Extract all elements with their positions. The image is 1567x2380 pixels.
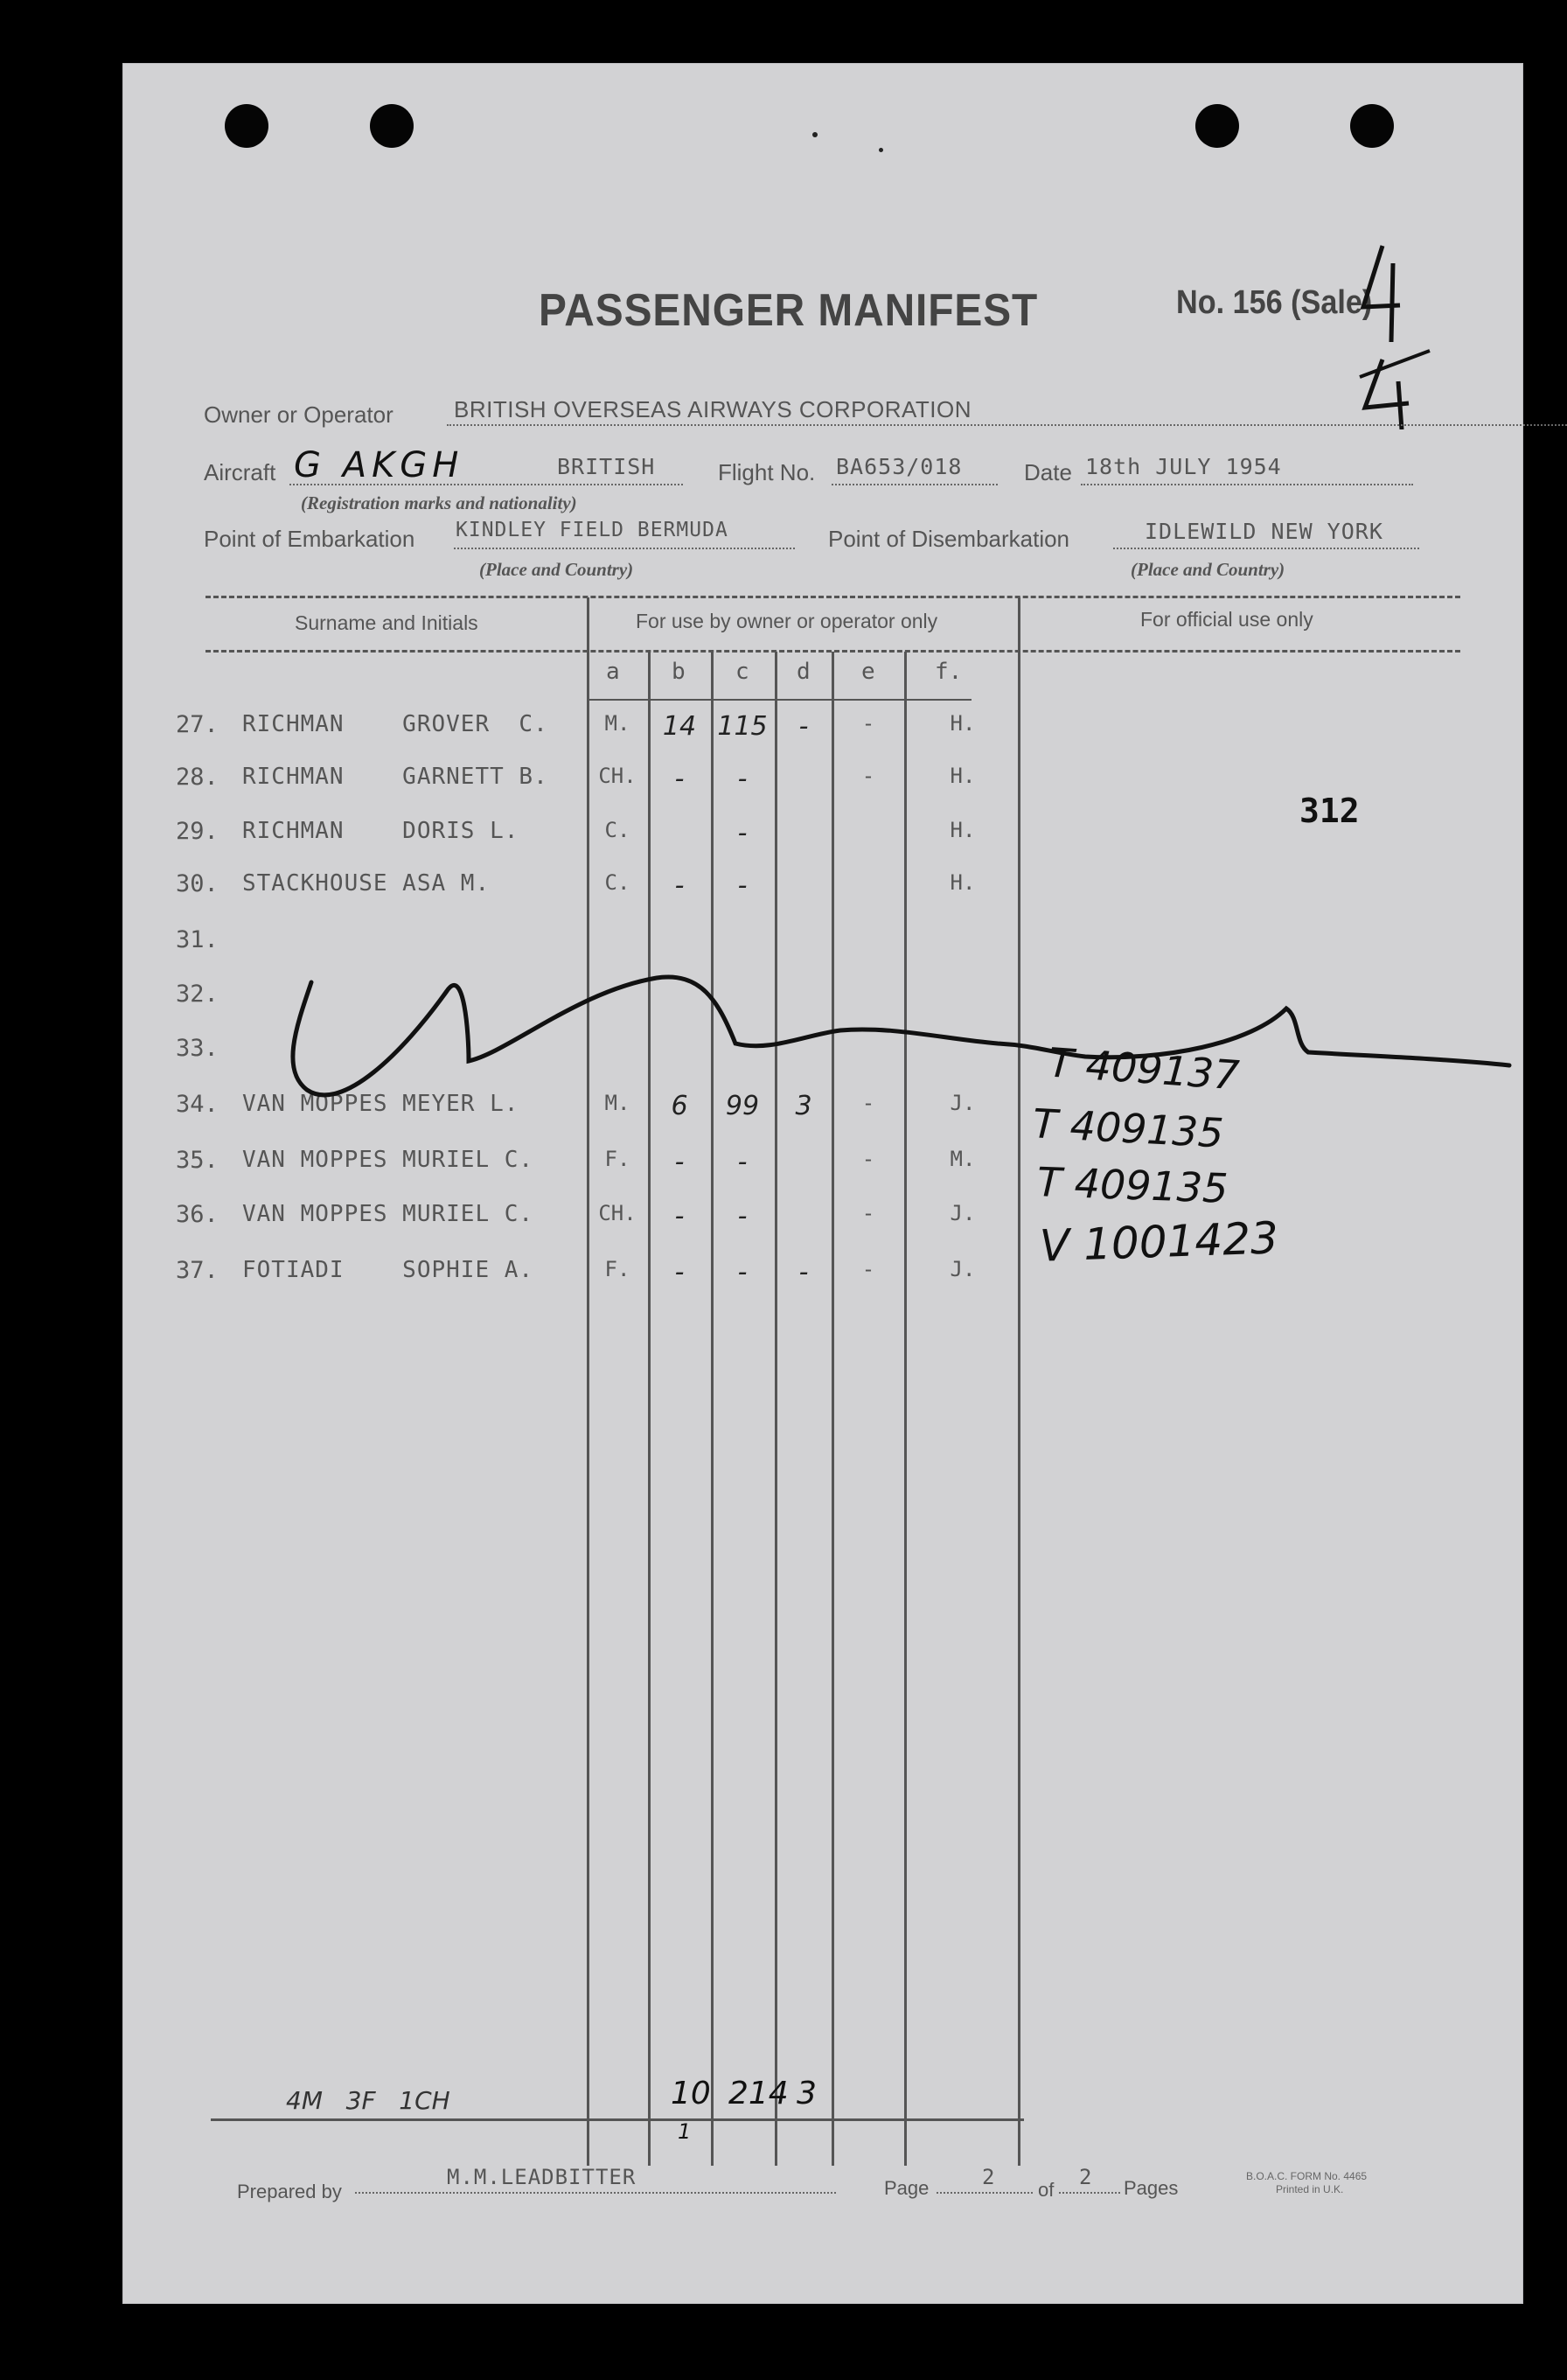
total-d: 3	[797, 2076, 817, 2111]
aircraft-reg: G AKGH	[294, 445, 464, 485]
col-divider-d	[832, 652, 834, 2166]
row-number: 31.	[176, 926, 219, 953]
subcol-c: c	[735, 659, 749, 685]
passenger-name: FOTIADI SOPHIE A.	[242, 1257, 534, 1283]
row-number: 34.	[176, 1091, 219, 1118]
corner-fraction-mark	[1356, 228, 1435, 429]
col-divider-a	[648, 652, 651, 2166]
total-c: 214	[728, 2076, 789, 2111]
form-ref-2: Printed in U.K.	[1276, 2183, 1344, 2195]
cell-f: H.	[950, 711, 976, 736]
owner-value: BRITISH OVERSEAS AIRWAYS CORPORATION	[454, 396, 972, 422]
aircraft-note: (Registration marks and nationality)	[301, 492, 577, 513]
cell-b: 14	[662, 711, 697, 742]
passenger-name: RICHMAN DORIS L.	[242, 818, 519, 844]
embark-underline	[454, 548, 795, 549]
cell-a: F.	[604, 1147, 630, 1171]
cell-f: M.	[950, 1147, 976, 1171]
row-number: 32.	[176, 981, 219, 1008]
cell-c: -	[737, 870, 748, 901]
manifest-sheet	[122, 63, 1523, 2304]
row-number: 30.	[176, 870, 219, 897]
cell-d: -	[798, 1257, 809, 1288]
cell-d: -	[798, 711, 809, 742]
punch-hole	[1195, 104, 1239, 148]
cell-b: -	[674, 870, 685, 901]
speck	[812, 132, 818, 137]
subcol-d: d	[797, 659, 811, 685]
punch-hole	[370, 104, 414, 148]
row-number: 35.	[176, 1147, 219, 1174]
aircraft-nationality: BRITISH	[557, 454, 656, 479]
date-value: 18th JULY 1954	[1085, 454, 1282, 479]
embark-note: (Place and Country)	[479, 559, 634, 580]
cell-b: -	[674, 1201, 685, 1232]
total-b: 10	[671, 2076, 711, 2111]
flight-value: BA653/018	[836, 454, 963, 479]
official-mark-36: T 409135	[1036, 1158, 1229, 1212]
form-ref-1: B.O.A.C. FORM No. 4465	[1246, 2170, 1368, 2182]
row-number: 28.	[176, 764, 219, 791]
cell-f: H.	[950, 870, 976, 895]
punch-hole	[1350, 104, 1394, 148]
prepared-value: M.M.LEADBITTER	[447, 2165, 637, 2189]
cell-a: F.	[604, 1257, 630, 1281]
cell-c: 115	[717, 711, 768, 742]
totals-left: 4M 3F 1CH	[286, 2086, 450, 2115]
owner-underline	[447, 424, 1567, 426]
owner-label: Owner or Operator	[204, 401, 393, 428]
cell-e: -	[861, 1257, 875, 1281]
cell-e: -	[861, 764, 875, 788]
col-divider-operator	[1018, 597, 1020, 2166]
disembark-note: (Place and Country)	[1131, 559, 1285, 580]
cell-e: -	[861, 1147, 875, 1171]
aircraft-label: Aircraft	[204, 459, 276, 485]
col-divider-name	[587, 597, 589, 2166]
subcol-f: f.	[935, 659, 963, 685]
col-divider-c	[775, 652, 777, 2166]
cell-c: -	[737, 1147, 748, 1177]
cell-a: CH.	[598, 764, 637, 788]
embark-value: KINDLEY FIELD BERMUDA	[456, 519, 728, 541]
passenger-name: VAN MOPPES MURIEL C.	[242, 1147, 534, 1173]
cell-f: J.	[950, 1201, 976, 1225]
official-mark-35: T 409135	[1031, 1099, 1225, 1157]
flight-label: Flight No.	[718, 459, 816, 485]
form-title: PASSENGER MANIFEST	[539, 285, 1039, 336]
page-underline	[937, 2192, 1033, 2194]
date-label: Date	[1024, 459, 1072, 485]
of-label: of	[1038, 2179, 1055, 2201]
flight-underline	[832, 484, 998, 485]
cell-c: -	[737, 1201, 748, 1232]
of-value: 2	[1079, 2165, 1093, 2189]
cell-e: -	[861, 1091, 875, 1115]
subcol-a: a	[606, 659, 620, 685]
subcol-e: e	[861, 659, 875, 685]
cell-a: C.	[604, 818, 630, 842]
official-mark-34: T 409137	[1047, 1038, 1241, 1099]
col-divider-b	[711, 652, 714, 2166]
row-number: 33.	[176, 1035, 219, 1062]
table-top-rule	[205, 596, 1460, 598]
cell-c: 99	[725, 1091, 760, 1121]
passenger-name: VAN MOPPES MURIEL C.	[242, 1201, 534, 1227]
col-header-name: Surname and Initials	[295, 611, 478, 634]
aircraft-underline	[289, 484, 683, 485]
cell-e: -	[861, 711, 875, 736]
cell-c: -	[737, 818, 748, 848]
row-number: 27.	[176, 711, 219, 738]
col-header-official: For official use only	[1140, 608, 1313, 631]
cell-d: 3	[795, 1091, 812, 1121]
cell-b: 6	[671, 1091, 688, 1121]
cell-b: -	[674, 1147, 685, 1177]
cell-a: C.	[604, 870, 630, 895]
page-label: Page	[884, 2177, 930, 2199]
passenger-name: RICHMAN GARNETT B.	[242, 764, 548, 790]
passenger-name: RICHMAN GROVER C.	[242, 711, 548, 737]
punch-hole	[225, 104, 268, 148]
form-number: No. 156 (Sale)	[1176, 284, 1373, 321]
date-underline	[1081, 484, 1413, 485]
disembark-label: Point of Disembarkation	[828, 526, 1070, 552]
disembark-underline	[1113, 548, 1419, 549]
cell-a: M.	[604, 711, 630, 736]
prepared-label: Prepared by	[237, 2181, 342, 2202]
prepared-underline	[355, 2192, 836, 2194]
cell-c: -	[737, 764, 748, 794]
official-mark-37: V 1001423	[1039, 1212, 1279, 1272]
row-number: 29.	[176, 818, 219, 845]
row-number: 36.	[176, 1201, 219, 1228]
cell-e: -	[861, 1201, 875, 1225]
row-number: 37.	[176, 1257, 219, 1284]
cell-a: CH.	[598, 1201, 637, 1225]
pages-label: Pages	[1124, 2177, 1179, 2199]
page-value: 2	[982, 2165, 996, 2189]
of-underline	[1059, 2192, 1120, 2194]
speck	[879, 148, 883, 152]
totals-rule	[211, 2118, 1024, 2121]
cell-f: J.	[950, 1257, 976, 1281]
cell-a: M.	[604, 1091, 630, 1115]
embark-label: Point of Embarkation	[204, 526, 415, 552]
col-divider-e	[904, 652, 907, 2166]
total-b-sub: 1	[678, 2119, 692, 2144]
cell-c: -	[737, 1257, 748, 1288]
strike-through-scribble	[246, 904, 1567, 1131]
cell-f: H.	[950, 764, 976, 788]
passenger-name: STACKHOUSE ASA M.	[242, 870, 491, 897]
cell-b: -	[674, 1257, 685, 1288]
cell-b: -	[674, 764, 685, 794]
subcol-b: b	[672, 659, 686, 685]
disembark-value: IDLEWILD NEW YORK	[1145, 519, 1383, 544]
official-stamp-312: 312	[1299, 792, 1360, 830]
col-header-operator: For use by owner or operator only	[636, 610, 938, 632]
cell-f: J.	[950, 1091, 976, 1115]
subheader-rule	[587, 699, 972, 701]
cell-f: H.	[950, 818, 976, 842]
passenger-name: VAN MOPPES MEYER L.	[242, 1091, 519, 1117]
